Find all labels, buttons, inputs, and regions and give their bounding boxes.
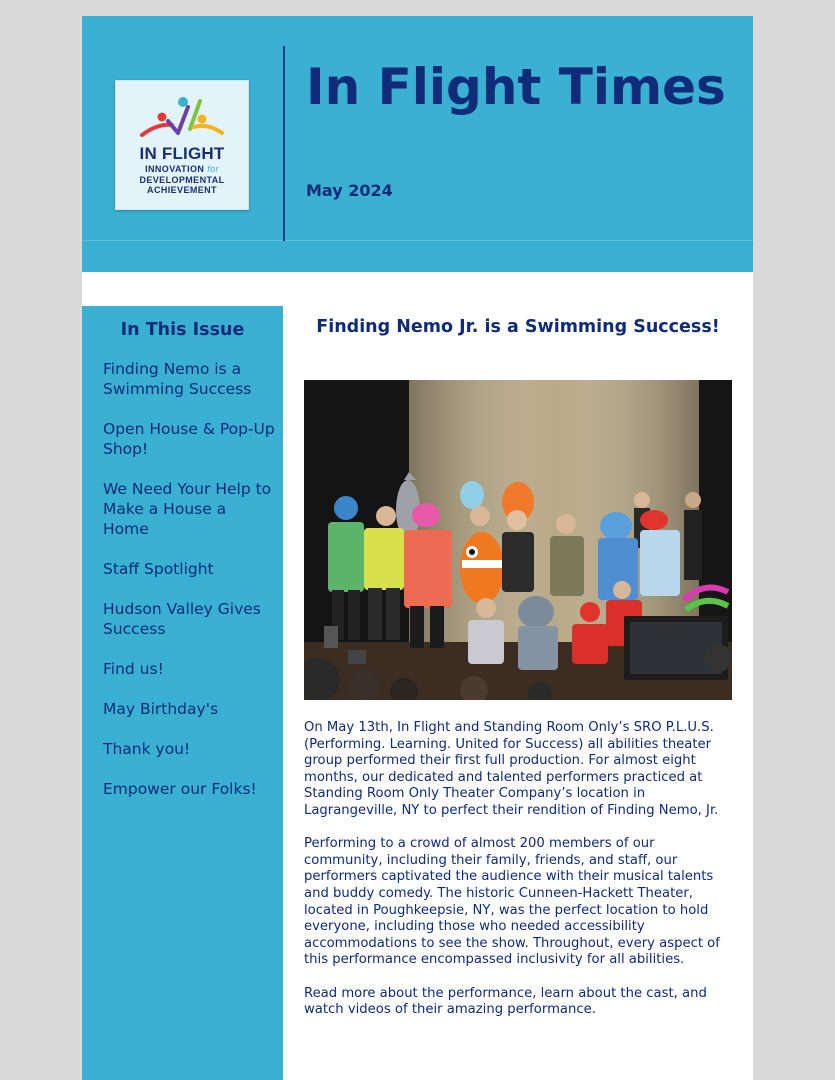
newsletter-title: In Flight Times <box>306 58 726 116</box>
in-this-issue-sidebar <box>82 306 283 1080</box>
logo-people-icon <box>138 95 228 141</box>
toc-item-find-us[interactable]: Find us! <box>103 660 164 678</box>
logo-tagline-developmental: DEVELOPMENTAL <box>139 174 225 185</box>
article-paragraph-3: Read more about the performance, learn about the cast, and watch videos of their amazing performance. <box>304 985 707 1018</box>
header-divider <box>283 46 285 241</box>
article-title: Finding Nemo Jr. is a Swimming Success! <box>316 317 720 337</box>
cast-photo[interactable] <box>304 380 732 700</box>
toc-item-house-a-home[interactable]: We Need Your Help to Make a House a Home <box>103 480 272 538</box>
toc-item-thank-you[interactable]: Thank you! <box>103 740 191 758</box>
logo-wordmark: IN FLIGHT <box>139 144 225 163</box>
logo-tagline <box>116 164 248 196</box>
table-of-contents <box>103 359 275 819</box>
sidebar-heading: In This Issue <box>120 320 245 340</box>
logo-tagline-for: for <box>207 164 219 174</box>
toc-item-hudson-valley-gives[interactable]: Hudson Valley Gives Success <box>103 600 261 638</box>
article-paragraph-1: On May 13th, In Flight and Standing Room Only’s SRO P.L.U.S. (Performing. Learning. United for Success) all abilities theater group performed their first full production. For almost eight months, our dedicated and talented performers practiced at Standing Room Only Theater Company’s location in Lagrangeville, NY to perfect their rendition of Finding Nemo, Jr. <box>304 720 719 818</box>
header-rule <box>82 240 753 241</box>
cast-photo-illustration <box>304 380 732 700</box>
in-flight-logo[interactable] <box>115 80 249 210</box>
toc-item-open-house[interactable]: Open House & Pop-Up Shop! <box>103 420 275 458</box>
header-banner <box>82 16 753 272</box>
article-body <box>304 720 732 1035</box>
toc-item-staff-spotlight[interactable]: Staff Spotlight <box>103 560 214 578</box>
logo-tagline-achievement: ACHIEVEMENT <box>147 185 217 195</box>
newsletter <box>82 16 753 1080</box>
toc-item-finding-nemo[interactable]: Finding Nemo is a Swimming Success <box>103 360 252 398</box>
logo-tagline-innovation: INNOVATION <box>145 164 205 174</box>
article-paragraph-2: Performing to a crowd of almost 200 members of our community, including their family, friends, and staff, our performers captivated the audience with their musical talents and buddy comedy. The historic Cunneen-Hackett Theater, located in Poughkeepsie, NY, was the perfect location to hold everyone, including those who needed accessibility accommodations to see the show. Throughout, every aspect of this performance encompassed inclusivity for all abilities. <box>304 836 720 968</box>
toc-item-may-birthdays[interactable]: May Birthday's <box>103 700 219 718</box>
issue-date: May 2024 <box>306 181 393 200</box>
toc-item-empower-our-folks[interactable]: Empower our Folks! <box>103 780 257 798</box>
